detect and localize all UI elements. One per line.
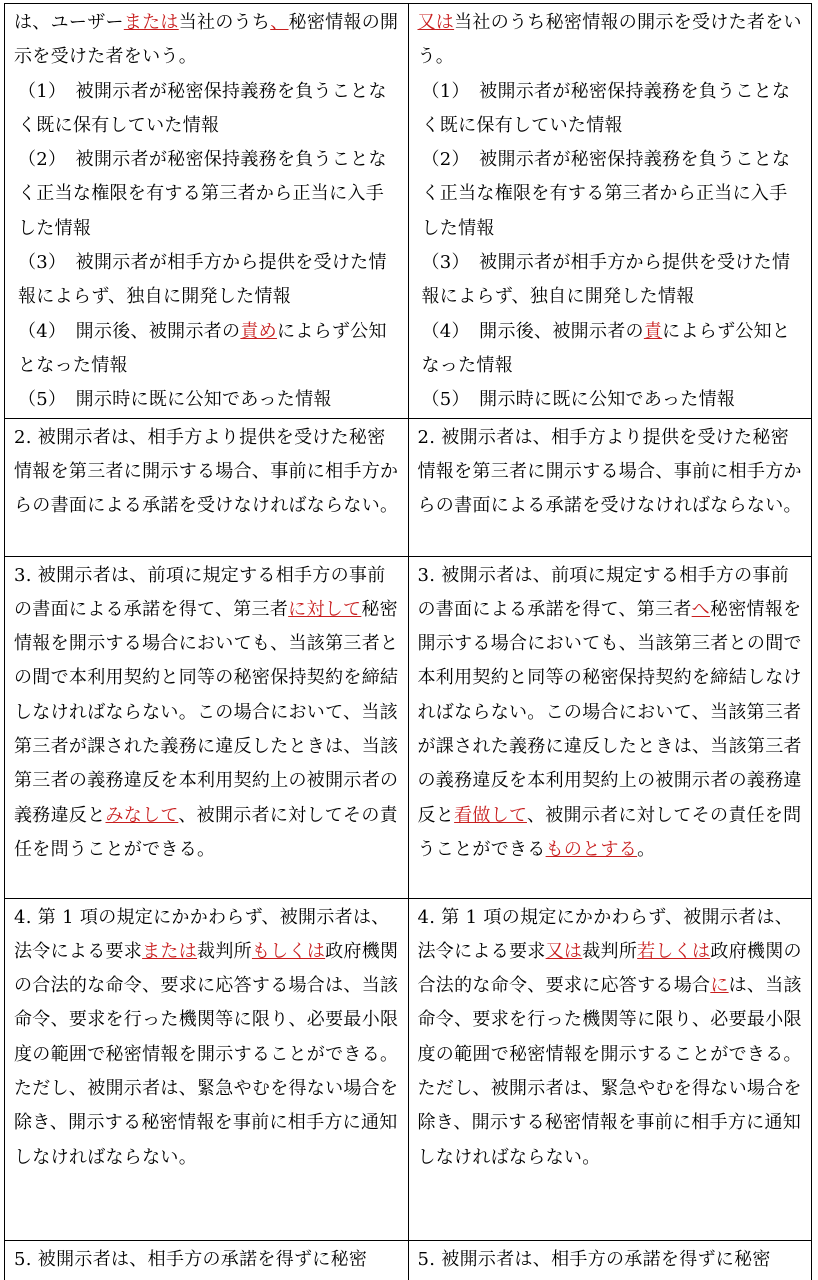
list-item — [14, 143, 400, 246]
text-segment: （4） 開示後、被開示者の — [18, 321, 240, 342]
revised-text-cell — [408, 898, 812, 1240]
revision-mark: 看做して — [454, 805, 527, 826]
revision-mark: みなして — [106, 805, 179, 826]
text-segment: 秘密情報を開示する場合においても、当該第三者との間で本利用契約と同等の秘密保持契約を締結しなければならない。この場合において、当該第三者が課された義務に違反したときは、当該第三者の義務違反を本利用契約上の被開示者の義務違反と — [418, 599, 802, 826]
clause-row — [5, 898, 812, 1240]
text-segment: （3） 被開示者が相手方から提供を受けた情報によらず、独自に開発した情報 — [18, 252, 387, 307]
text-segment: 5. 被開示者は、相手方の承諾を得ずに秘密 — [14, 1249, 367, 1270]
text-segment: 2. 被開示者は、相手方より提供を受けた秘密情報を第三者に開示する場合、事前に相手方からの書面による承諾を受けなければならない。 — [14, 427, 398, 517]
text-segment: （1） 被開示者が秘密保持義務を負うことなく既に保有していた情報 — [18, 81, 387, 136]
list-item — [14, 246, 400, 315]
clause-paragraph — [14, 559, 400, 868]
text-segment: 裁判所 — [197, 941, 252, 962]
revision-mark: に — [710, 975, 728, 996]
clause-row — [5, 556, 812, 898]
text-segment: 4. 第 1 項の規定にかかわらず、被開示者は、法令による要求 — [14, 907, 390, 962]
clause-paragraph — [418, 421, 804, 524]
text-segment: 5. 被開示者は、相手方の承諾を得ずに秘密 — [418, 1249, 771, 1270]
list-item — [418, 315, 804, 384]
text-segment: によらず公知となった情報 — [422, 321, 791, 376]
text-segment: （4） 開示後、被開示者の — [422, 321, 644, 342]
list-item — [418, 143, 804, 246]
text-segment: 政府機関の合法的な命令、要求に応答する場合 — [418, 941, 802, 996]
text-segment: 4. 第 1 項の規定にかかわらず、被開示者は、法令による要求 — [418, 907, 794, 962]
text-segment: （2） 被開示者が秘密保持義務を負うことなく正当な権限を有する第三者から正当に入手した情報 — [18, 149, 387, 239]
revision-mark: 又は — [418, 12, 455, 33]
comparison-table-body — [5, 4, 812, 1280]
clause-paragraph — [418, 901, 804, 1175]
text-segment: （5） 開示時に既に公知であった情報 — [422, 389, 736, 410]
text-segment: によらず公知となった情報 — [18, 321, 387, 376]
list-item — [418, 383, 804, 417]
clause-paragraph — [418, 6, 804, 75]
revision-mark: 責 — [644, 321, 662, 342]
revision-mark: 若しくは — [637, 941, 710, 962]
revision-mark: 、 — [270, 12, 288, 33]
text-segment: 3. 被開示者は、前項に規定する相手方の事前の書面による承諾を得て、第三者 — [14, 565, 386, 620]
revision-mark: もしくは — [252, 941, 325, 962]
list-item — [418, 75, 804, 144]
revision-mark: 又は — [546, 941, 583, 962]
revision-mark: ものとする — [546, 839, 638, 860]
revision-mark: に対して — [288, 599, 361, 620]
clause-paragraph — [14, 421, 400, 524]
text-segment: 裁判所 — [582, 941, 637, 962]
revised-text-cell — [408, 4, 812, 419]
text-segment: 秘密情報の開示を受けた者をいう。 — [14, 12, 398, 67]
text-segment: 。 — [637, 839, 655, 860]
original-text-cell — [5, 418, 409, 556]
original-text-cell — [5, 1240, 409, 1280]
revision-mark: へ — [692, 599, 710, 620]
original-text-cell — [5, 4, 409, 419]
revised-text-cell — [408, 418, 812, 556]
text-segment: 3. 被開示者は、前項に規定する相手方の事前の書面による承諾を得て、第三者 — [418, 565, 790, 620]
text-segment: （2） 被開示者が秘密保持義務を負うことなく正当な権限を有する第三者から正当に入手した情報 — [422, 149, 791, 239]
revision-mark: または — [124, 12, 179, 33]
list-item — [14, 383, 400, 417]
list-item — [418, 246, 804, 315]
clause-row — [5, 1240, 812, 1280]
original-text-cell — [5, 898, 409, 1240]
text-segment: は、ユーザー — [14, 12, 124, 33]
text-segment: （5） 開示時に既に公知であった情報 — [18, 389, 332, 410]
clause-row — [5, 4, 812, 419]
text-segment: は、当該命令、要求を行った機関等に限り、必要最小限度の範囲で秘密情報を開示することができる。ただし、被開示者は、緊急やむを得ない場合を除き、開示する秘密情報を事前に相手方に通知しなければならない。 — [418, 975, 802, 1167]
text-segment: 、被開示者に対してその責任を問うことができる。 — [14, 805, 398, 860]
clause-paragraph — [14, 6, 400, 75]
clause-paragraph — [418, 559, 804, 868]
clause-paragraph — [14, 901, 400, 1175]
list-item — [14, 315, 400, 384]
clause-paragraph — [14, 1243, 400, 1277]
list-item — [14, 75, 400, 144]
text-segment: 2. 被開示者は、相手方より提供を受けた秘密情報を第三者に開示する場合、事前に相手方からの書面による承諾を受けなければならない。 — [418, 427, 802, 517]
text-segment: （3） 被開示者が相手方から提供を受けた情報によらず、独自に開発した情報 — [422, 252, 791, 307]
text-segment: 、被開示者に対してその責任を問うことができる — [418, 805, 802, 860]
revised-text-cell — [408, 1240, 812, 1280]
revision-mark: または — [142, 941, 197, 962]
clause-paragraph — [418, 1243, 804, 1277]
clause-row — [5, 418, 812, 556]
comparison-table — [4, 3, 812, 1280]
text-segment: 当社のうち — [179, 12, 271, 33]
original-text-cell — [5, 556, 409, 898]
text-segment: 当社のうち秘密情報の開示を受けた者をいう。 — [418, 12, 802, 67]
text-segment: 秘密情報を開示する場合においても、当該第三者との間で本利用契約と同等の秘密保持契約を締結しなければならない。この場合において、当該第三者が課された義務に違反したときは、当該第三者の義務違反を本利用契約上の被開示者の義務違反と — [14, 599, 398, 826]
text-segment: 政府機関の合法的な命令、要求に応答する場合は、当該命令、要求を行った機関等に限り、必要最小限度の範囲で秘密情報を開示することができる。ただし、被開示者は、緊急やむを得ない場合を除き、開示する秘密情報を事前に相手方に通知しなければならない。 — [14, 941, 398, 1168]
revision-mark: 責め — [240, 321, 277, 342]
revised-text-cell — [408, 556, 812, 898]
text-segment: （1） 被開示者が秘密保持義務を負うことなく既に保有していた情報 — [422, 81, 791, 136]
